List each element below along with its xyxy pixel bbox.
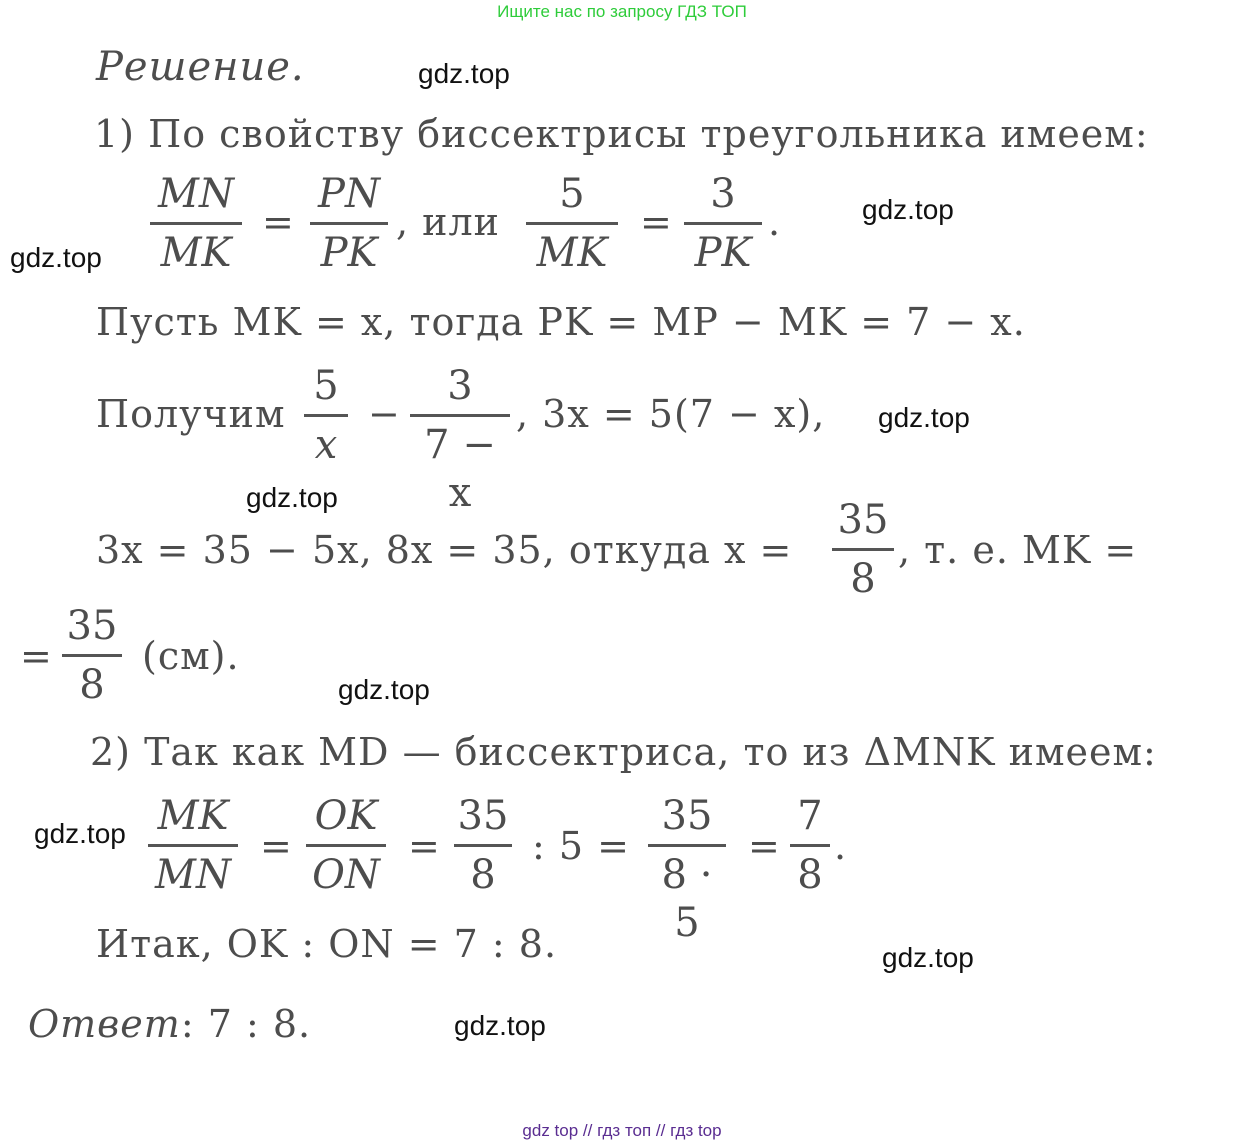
denominator: PK [320, 230, 378, 276]
watermark: gdz.top [862, 194, 954, 225]
period: . [768, 200, 782, 244]
watermark: gdz.top [10, 242, 102, 273]
numerator: 5 [313, 363, 339, 409]
footer-links: gdz top // гдз топ // гдз top [522, 1121, 722, 1140]
denominator: MK [160, 230, 232, 276]
equals-sign: = [260, 824, 293, 868]
denominator: x [314, 422, 338, 468]
fraction-5-x [304, 362, 348, 469]
denominator: 8 [797, 852, 823, 898]
denominator: MK [536, 230, 608, 276]
denominator: 8 [79, 662, 105, 708]
equals-sign: = [640, 200, 673, 244]
fraction-5-mk [526, 170, 618, 277]
fraction-bar [62, 654, 122, 657]
equals-sign: = [262, 200, 295, 244]
so-line: Итак, OK : ON = 7 : 8. [96, 922, 558, 966]
denominator: 8 [470, 852, 496, 898]
equals-sign: = [408, 824, 441, 868]
equation-line: 3x = 35 − 5x, 8x = 35, откуда x = [96, 528, 793, 572]
watermark: gdz.top [418, 58, 510, 89]
division-step: : 5 = [532, 824, 630, 868]
numerator: MN [158, 171, 234, 217]
equals-sign: = [748, 824, 781, 868]
fraction-35-8 [454, 792, 512, 899]
numerator: 3 [710, 171, 736, 217]
fraction-mk-mn [148, 792, 238, 899]
fraction-35-8 [832, 496, 894, 603]
fraction-bar [304, 414, 348, 417]
numerator: OK [314, 793, 378, 839]
equation-tail: , 3x = 5(7 − x), [516, 392, 826, 436]
fraction-ok-on [306, 792, 386, 899]
denominator: MN [155, 852, 231, 898]
fraction-bar [832, 548, 894, 551]
fraction-bar [790, 844, 830, 847]
watermark: gdz.top [246, 482, 338, 513]
fraction-mn-mk [150, 170, 242, 277]
fraction-pn-pk [310, 170, 388, 277]
denominator: 8 · 5 [661, 852, 713, 946]
solution-heading: Решение. [96, 44, 305, 90]
denominator: PK [694, 230, 752, 276]
let-line: Пусть MK = x, тогда PK = MP − MK = 7 − x. [96, 300, 1026, 344]
fraction-3-7-x [410, 362, 510, 516]
denominator: 7 − x [424, 422, 496, 516]
fraction-3-pk [684, 170, 762, 277]
equation-tail: , т. е. MK = [898, 528, 1138, 572]
watermark: gdz.top [34, 818, 126, 849]
watermark: gdz.top [878, 402, 970, 433]
fraction-bar [150, 222, 242, 225]
numerator: PN [318, 171, 380, 217]
watermark: gdz.top [454, 1010, 546, 1041]
numerator: 35 [661, 793, 713, 839]
fraction-bar [306, 844, 386, 847]
answer-label: Ответ [28, 1002, 181, 1046]
step1-intro: 1) По свойству биссектрисы треугольника имеем: [94, 112, 1149, 156]
answer-value: : 7 : 8. [180, 1002, 312, 1046]
denominator: 8 [850, 556, 876, 602]
step2-intro: 2) Так как MD — биссектриса, то из ΔMNK имеем: [90, 730, 1157, 774]
numerator: 35 [837, 497, 889, 543]
fraction-35-8x5 [648, 792, 726, 946]
fraction-35-8 [62, 602, 122, 709]
numerator: 5 [559, 171, 585, 217]
numerator: 35 [457, 793, 509, 839]
fraction-bar [454, 844, 512, 847]
numerator: 7 [797, 793, 823, 839]
numerator: 3 [447, 363, 473, 409]
fraction-bar [684, 222, 762, 225]
answer-line [28, 1002, 311, 1046]
unit: (см). [142, 634, 240, 678]
fraction-7-8 [790, 792, 830, 899]
operator: − [368, 392, 401, 436]
numerator: 35 [66, 603, 118, 649]
get-word: Получим [96, 392, 286, 436]
watermark: gdz.top [338, 674, 430, 705]
period: . [834, 824, 848, 868]
top-banner: Ищите нас по запросу ГДЗ ТОП [497, 2, 747, 21]
denominator: ON [312, 852, 380, 898]
or-word: , или [396, 200, 500, 244]
fraction-bar [310, 222, 388, 225]
watermark: gdz.top [882, 942, 974, 973]
numerator: MK [157, 793, 229, 839]
fraction-bar [148, 844, 238, 847]
equals-sign: = [20, 634, 53, 678]
fraction-bar [526, 222, 618, 225]
fraction-bar [410, 414, 510, 417]
fraction-bar [648, 844, 726, 847]
